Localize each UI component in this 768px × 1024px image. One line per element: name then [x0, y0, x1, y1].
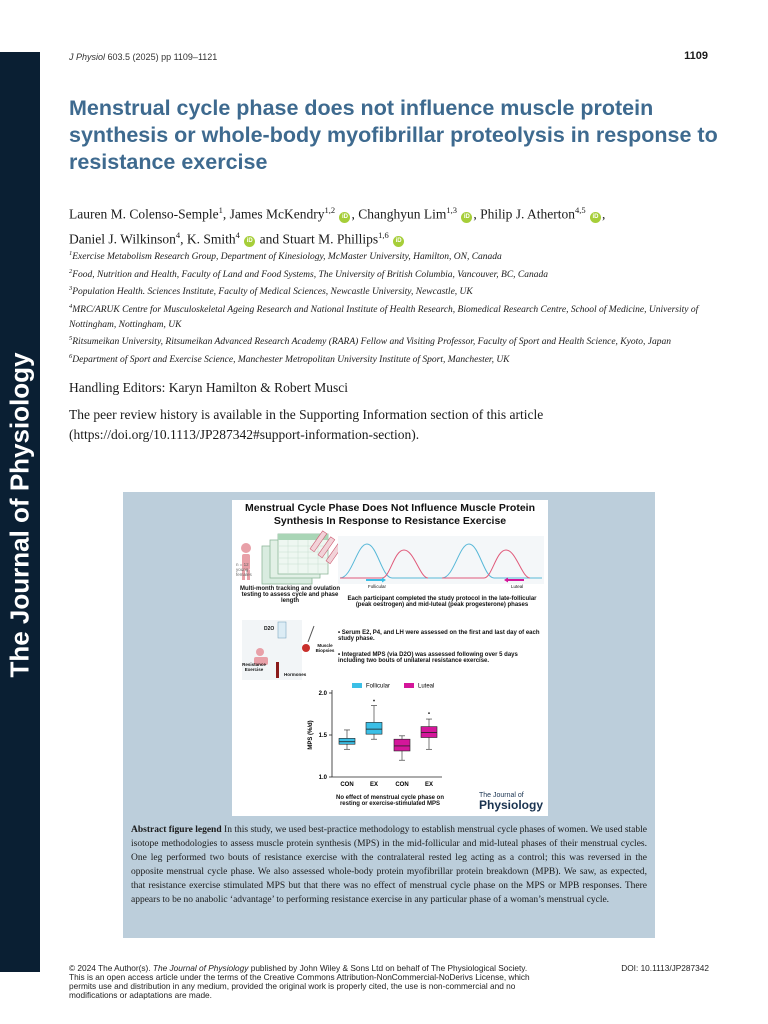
- author-name: K. Smith: [186, 231, 236, 246]
- affiliation-number: 5: [69, 335, 73, 343]
- box: [366, 722, 382, 734]
- affiliation-text: Food, Nutrition and Health, Faculty of Land and Food Systems, The University of British Columbia, Vancouver, BC, Canada: [72, 269, 549, 280]
- affiliation-text: Department of Sport and Exercise Science, Manchester Metropolitan University Institute of Sport, Manchester, UK: [72, 354, 510, 365]
- page-footer: [69, 964, 719, 1000]
- resistance-exercise-label: Resistance Exercise: [242, 662, 266, 672]
- figure-title: [232, 502, 548, 528]
- protocol-bullet-1: • Serum E2, P4, and LH were assessed on the first and last day of each study phase.: [338, 630, 540, 642]
- box: [339, 738, 355, 744]
- box: [421, 727, 437, 738]
- affiliation-text: Population Health. Sciences Institute, Faculty of Medical Sciences, Newcastle University, Newcastle, UK: [72, 287, 473, 298]
- orcid-icon[interactable]: iD: [244, 236, 255, 247]
- affiliation-list: [69, 247, 709, 367]
- author-name: Lauren M. Colenso-Semple: [69, 206, 219, 222]
- hormones-label: Hormones: [284, 672, 307, 677]
- affiliation: [69, 300, 709, 332]
- author-affiliation-marker: 4,5: [574, 205, 586, 215]
- author-affiliation-marker: 4: [235, 229, 240, 240]
- protocol-caption: Each participant completed the study protocol in the late-follicular (peak oestrogen) and mid-luteal (peak progesterone) phases: [347, 596, 537, 608]
- affiliation: [69, 282, 709, 300]
- outlier-point: [428, 712, 430, 714]
- affiliation: [69, 247, 709, 265]
- y-axis-label: MPS (%/d): [308, 720, 314, 750]
- figure-journal-logo: [479, 792, 543, 811]
- abstract-figure: [232, 500, 548, 816]
- copyright-pre: © 2024 The Author(s).: [69, 963, 151, 973]
- y-tick-label: 1.5: [318, 733, 327, 739]
- hormone-curves: [338, 536, 544, 584]
- figure-title-line2: Synthesis In Response to Resistance Exercise: [273, 515, 507, 527]
- affiliation-number: 3: [69, 285, 73, 293]
- tracking-caption: Multi-month tracking and ovulation testing to assess cycle and phase length: [240, 586, 340, 604]
- author-affiliation-marker: 1,6: [378, 229, 389, 240]
- y-tick-label: 2.0: [318, 691, 327, 697]
- orcid-icon[interactable]: iD: [393, 236, 404, 247]
- page-number: 1109: [684, 50, 708, 62]
- author-affiliation-marker: 4: [175, 229, 181, 240]
- box: [394, 739, 410, 751]
- author-name: James McKendry: [229, 206, 325, 222]
- y-tick-label: 1.0: [318, 775, 327, 781]
- x-tick-label: EX: [369, 782, 379, 788]
- chart-caption-line1: No effect of menstrual cycle phase on: [335, 795, 445, 801]
- author-affiliation-marker: 1,2: [324, 205, 336, 215]
- affiliation: [69, 350, 709, 368]
- affiliation: [69, 332, 709, 350]
- affiliation-text: Exercise Metabolism Research Group, Department of Kinesiology, McMaster University, Hamilton, ON, Canada: [72, 252, 502, 263]
- chart-caption: [312, 795, 468, 807]
- journal-issue: 603.5 (2025) pp 1109–1121: [107, 52, 218, 62]
- legend-label: Abstract figure legend: [131, 825, 222, 835]
- copyright-post: published by John Wiley & Sons Ltd on behalf of The Physiological Society.: [250, 963, 528, 973]
- luteal-phase-label: Luteal: [511, 584, 524, 589]
- sidebar-journal-name: The Journal of Physiology: [4, 352, 35, 678]
- affiliation-text: MRC/ARUK Centre for Musculoskeletal Ageing Research and National Institute of Health Research, Biomedical Research Centre, School of Medicine, University of Nottingham, Nottingham, UK: [69, 305, 699, 330]
- legend-label-follicular: Follicular: [366, 683, 391, 690]
- protocol-bullet-2: • Integrated MPS (via D2O) was assessed following over 5 days including two bouts of unilateral resistance exercise.: [338, 652, 518, 664]
- peer-review-text: The peer review history is available in the Supporting Information section of this article: [69, 407, 544, 422]
- legend-swatch-luteal: [404, 683, 414, 688]
- x-tick-label: EX: [424, 782, 434, 788]
- affiliation-number: 1: [69, 250, 73, 257]
- x-tick-label: CON: [340, 782, 354, 788]
- x-tick-label: CON: [395, 782, 409, 788]
- logo-big-text: Physiology: [479, 798, 544, 812]
- author-list: Lauren M. Colenso-Semple$^1$, James McKendry$^{1,2}$ iD , Changhyun Lim$^{1,3}$ iD , Philip J. Atherton$^{4,5}$ iD , Daniel J. Wilkinson$^4$, K. Smith$^4$ iD and Stuart M. Phillips$^{1,6}$ iD: [69, 205, 606, 246]
- affiliation-number: 4: [69, 302, 73, 310]
- author-name: Philip J. Atherton: [480, 206, 575, 222]
- participants-label: n = 12 young females: [236, 562, 252, 577]
- handling-editors: Handling Editors: Karyn Hamilton & Robert Musci: [69, 380, 348, 395]
- license-text: This is an open access article under the terms of the Creative Commons Attribution-NonCommercial-NoDerivs License, which permits use and distribution in any medium, provided the original work is properly cited, the use is non-commercial and no modifications or adaptations are made.: [69, 972, 530, 1000]
- peer-review-note: [69, 405, 709, 445]
- affiliation-number: 6: [69, 352, 73, 360]
- d2o-label: D2O: [264, 626, 275, 632]
- author-name: Daniel J. Wilkinson: [69, 231, 176, 246]
- author-name: Stuart M. Phillips: [282, 231, 379, 246]
- abstract-figure-legend: [131, 823, 647, 907]
- author-name: Changhyun Lim: [358, 206, 447, 222]
- chart-caption-line2: resting or exercise-stimulated MPS: [339, 801, 441, 807]
- mps-boxplot: [308, 683, 442, 788]
- muscle-biopsies-label: Muscle Biopsies: [315, 643, 335, 653]
- orcid-icon[interactable]: iD: [339, 212, 350, 223]
- outlier-point: [373, 700, 375, 702]
- journal-abbrev: J Physiol: [69, 52, 106, 62]
- logo-small-text: The Journal of: [479, 792, 524, 799]
- orcid-icon[interactable]: iD: [461, 212, 472, 223]
- copyright-journal: The Journal of Physiology: [152, 963, 249, 973]
- doi: DOI: 10.1113/JP287342: [621, 963, 709, 973]
- figure-title-line1: Menstrual Cycle Phase Does Not Influence Muscle Protein: [245, 502, 535, 514]
- legend-body: In this study, we used best-practice methodology to establish menstrual cycle phases of women. We used stable isotope methodologies to assess muscle protein synthesis (MPS) in the mid-follicular and mid-luteal phases of their menstrual cycles. One leg performed two bouts of resistance exercise with the contralateral rested leg acting as a control; this was reversed in the opposite menstrual cycle phase. We also assessed whole-body protein myofibrillar protein breakdown (MPB). We saw, as expected, that resistance exercise stimulated MPS but that there was no effect of menstrual cycle phase on the MPS or MPB responses. There appears to be no anabolic ‘advantage’ to performing resistance exercise in any particular phase of a woman’s menstrual cycle.: [131, 825, 647, 905]
- affiliation-text: Ritsumeikan University, Ritsumeikan Advanced Research Academy (RARA) Fellow and Visiting Professor, Faculty of Sport and Health Science, Kyoto, Japan: [72, 337, 671, 348]
- peer-review-link[interactable]: (https://doi.org/10.1113/JP287342#support-information-section).: [69, 427, 420, 442]
- journal-citation: [69, 52, 217, 62]
- legend-label-luteal: Luteal: [418, 683, 435, 690]
- author-affiliation-marker: 1: [218, 205, 223, 215]
- orcid-icon[interactable]: iD: [590, 212, 601, 223]
- follicular-phase-label: Follicular: [368, 584, 387, 589]
- affiliation-number: 2: [69, 267, 73, 275]
- legend-swatch-follicular: [352, 683, 362, 688]
- article-title: Menstrual cycle phase does not influence muscle protein synthesis or whole-body myofibrillar proteolysis in response to resistance exercise: [69, 96, 718, 174]
- affiliation: [69, 265, 709, 283]
- author-affiliation-marker: 1,3: [446, 205, 457, 215]
